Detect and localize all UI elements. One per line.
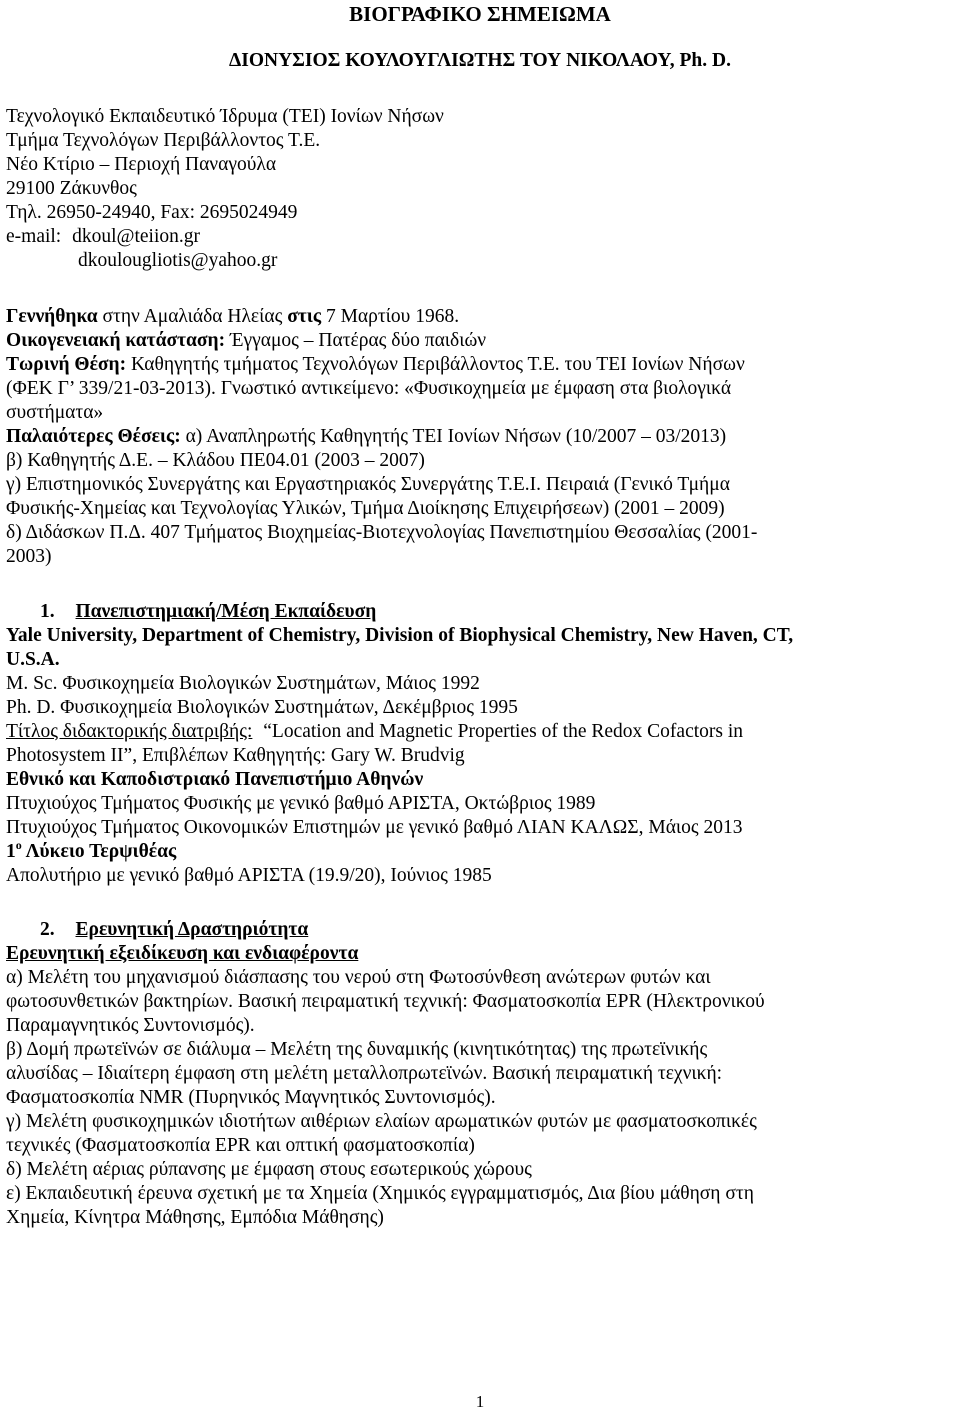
email-link-teiion[interactable]: dkoul@teiion.gr xyxy=(72,226,201,247)
lyceum-name xyxy=(6,840,954,864)
research-a-2: φωτοσυνθετικών βακτηρίων. Βασική πειραματική τεχνική: Φασματοσκοπία EPR (Ηλεκτρονικού xyxy=(6,991,765,1012)
page-number: 1 xyxy=(475,1392,485,1411)
research-c-1: γ) Μελέτη φυσικοχημικών ιδιοτήτων αιθέριων ελαίων αρωματικών φυτών με φασματοσκοπικές xyxy=(6,1111,757,1132)
previous-c-1: γ) Επιστημονικός Συνεργάτης και Εργαστηριακός Συνεργάτης Τ.Ε.Ι. Πειραιά (Γενικό Τμήμα xyxy=(6,474,730,495)
thesis-line-2: Photosystem II”, Επιβλέπων Καθηγητής: Gary W. Brudvig xyxy=(6,745,465,766)
page-title: ΒΙΟΓΡΑΦΙΚΟ ΣΗΜΕΙΩΜΑ xyxy=(349,2,611,26)
research-b-3: Φασματοσκοπία NMR (Πυρηνικός Μαγνητικός Συντονισμός). xyxy=(6,1087,496,1108)
author-name: ΔΙΟΝΥΣΙΟΣ ΚΟΥΛΟΥΓΛΙΩΤΗΣ ΤΟΥ ΝΙΚΟΛΑΟΥ, Ph. D. xyxy=(229,50,731,71)
position-cont: (ΦΕΚ Γ’ 339/21-03-2013). Γνωστικό αντικείμενο: «Φυσικοχημεία με έμφαση στα βιολογικά xyxy=(6,378,732,399)
previous-a: α) Αναπληρωτής Καθηγητής ΤΕΙ Ιονίων Νήσων (10/2007 – 03/2013) xyxy=(185,426,727,447)
previous-d-2: 2003) xyxy=(6,546,52,567)
lyceum-certificate: Απολυτήριο με γενικό βαθμό ΑΡΙΣΤΑ (19.9/20), Ιούνιος 1985 xyxy=(6,865,492,886)
section-number: 2. xyxy=(40,919,55,940)
athens-university: Εθνικό και Καποδιστριακό Πανεπιστήμιο Αθηνών xyxy=(6,769,424,790)
building: Νέο Κτίριο – Περιοχή Παναγούλα xyxy=(6,154,277,175)
previous-label: Παλαιότερες Θέσεις: xyxy=(6,426,181,447)
previous-d-1: δ) Διδάσκων Π.Δ. 407 Τμήματος Βιοχημείας-Βιοτεχνολογίας Πανεπιστημίου Θεσσαλίας (2001- xyxy=(6,522,758,543)
phd-degree: Ph. D. Φυσικοχημεία Βιολογικών Συστημάτων, Δεκέμβριος 1995 xyxy=(6,697,518,718)
research-a-1: α) Μελέτη του μηχανισμού διάσπασης του νερού στη Φωτοσύνθεση ανώτερων φυτών και xyxy=(6,967,711,988)
section-title: Πανεπιστημιακή/Μέση Εκπαίδευση xyxy=(75,601,377,622)
lyceum-label: Λύκειο Τερψιθέας xyxy=(25,841,177,862)
born-place: στην Αμαλιάδα Ηλείας xyxy=(102,306,283,327)
research-subheading: Ερευνητική εξειδίκευση και ενδιαφέροντα xyxy=(6,943,359,964)
research-e-1: ε) Εκπαιδευτική έρευνα σχετική με τα Χημεία (Χημικός εγγραμματισμός, Δια βίου μάθηση στη xyxy=(6,1183,754,1204)
phone-fax: Τηλ. 26950-24940, Fax: 2695024949 xyxy=(6,202,298,223)
position-value: Καθηγητής τμήματος Τεχνολόγων Περιβάλλοντος Τ.Ε. του ΤΕΙ Ιονίων Νήσων xyxy=(130,354,745,375)
research-b-1: β) Δομή πρωτεϊνών σε διάλυμα – Μελέτη της δυναμικής (κινητικότητας) της πρωτεϊνικής xyxy=(6,1039,708,1060)
lyceum-number: 1 xyxy=(6,841,16,862)
thesis-title: “Location and Magnetic Properties of the Redox Cofactors in xyxy=(263,721,744,742)
family-label: Οικογενειακή κατάσταση: xyxy=(6,330,226,351)
msc-degree: M. Sc. Φυσικοχημεία Βιολογικών Συστημάτων, Μάιος 1992 xyxy=(6,673,480,694)
yale-line-1: Yale University, Department of Chemistry, Division of Biophysical Chemistry, New Haven, CT, xyxy=(6,625,794,646)
yale-line-2: U.S.A. xyxy=(6,649,60,670)
research-e-2: Χημεία, Κίνητρα Μάθησης, Εμπόδια Μάθησης) xyxy=(6,1207,384,1228)
research-section-heading xyxy=(40,918,954,942)
research-b-2: αλυσίδας – Ιδιαίτερη έμφαση στη μελέτη μεταλλοπρωτεϊνών. Βασική πειραματική τεχνική: xyxy=(6,1063,723,1084)
family-value: Έγγαμος – Πατέρας δύο παιδιών xyxy=(229,330,487,351)
birth-line xyxy=(6,305,954,329)
email-link-yahoo[interactable]: dkoulougliotis@yahoo.gr xyxy=(78,250,278,271)
previous-line xyxy=(6,425,954,449)
economics-degree: Πτυχιούχος Τμήματος Οικονομικών Επιστημών με γενικό βαθμό ΛΙΑΝ ΚΑΛΩΣ, Μάιος 2013 xyxy=(6,817,743,838)
section-title: Ερευνητική Δραστηριότητα xyxy=(75,919,309,940)
city: 29100 Ζάκυνθος xyxy=(6,178,137,199)
born-on-label: στις xyxy=(287,306,322,327)
position-label: Τωρινή Θέση: xyxy=(6,354,127,375)
position-line xyxy=(6,353,954,377)
education-section-heading xyxy=(40,600,954,624)
physics-degree: Πτυχιούχος Τμήματος Φυσικής με γενικό βαθμό ΑΡΙΣΤΑ, Οκτώβριος 1989 xyxy=(6,793,596,814)
research-a-3: Παραμαγνητικός Συντονισμός). xyxy=(6,1015,255,1036)
section-number: 1. xyxy=(40,601,55,622)
email-line-1 xyxy=(6,225,954,249)
born-label: Γεννήθηκα xyxy=(6,306,98,327)
thesis-line-1 xyxy=(6,720,954,744)
institution: Τεχνολογικό Εκπαιδευτικό Ίδρυμα (ΤΕΙ) Ιονίων Νήσων xyxy=(6,106,444,127)
thesis-label: Τίτλος διδακτορικής διατριβής: xyxy=(6,721,253,742)
research-d-1: δ) Μελέτη αέριας ρύπανσης με έμφαση στους εσωτερικούς χώρους xyxy=(6,1159,532,1180)
position-cont-2: συστήματα» xyxy=(6,402,104,423)
born-date: 7 Μαρτίου 1968. xyxy=(325,306,460,327)
previous-c-2: Φυσικής-Χημείας και Τεχνολογίας Υλικών, Τμήμα Διοίκησης Επιχειρήσεων) (2001 – 2009) xyxy=(6,498,725,519)
email-label: e-mail: xyxy=(6,226,62,247)
lyceum-ordinal: ο xyxy=(15,838,22,852)
department: Τμήμα Τεχνολόγων Περιβάλλοντος Τ.Ε. xyxy=(6,130,321,151)
previous-b: β) Καθηγητής Δ.Ε. – Κλάδου ΠΕ04.01 (2003 – 2007) xyxy=(6,450,425,471)
family-line xyxy=(6,329,954,353)
research-c-2: τεχνικές (Φασματοσκοπία EPR και οπτική φασματοσκοπία) xyxy=(6,1135,475,1156)
